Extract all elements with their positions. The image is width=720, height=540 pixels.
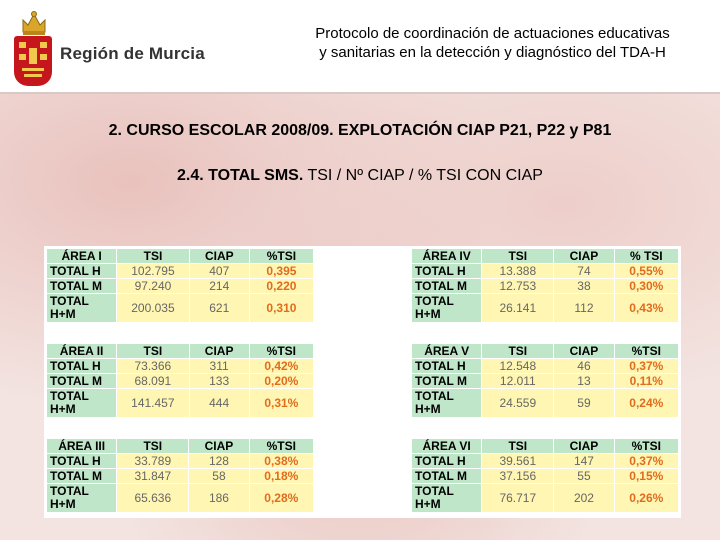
ciap-cell: 55 (554, 469, 614, 484)
title-line-2: y sanitarias en la detección y diagnóstico del TDA-H (319, 44, 666, 61)
tsi-cell: 33.789 (117, 454, 189, 469)
row-label: TOTAL H (47, 359, 117, 374)
pct-cell: 0,11% (614, 374, 678, 389)
logo-text: Región de Murcia (60, 44, 205, 63)
pct-cell: 0,15% (614, 469, 678, 484)
tsi-header: TSI (117, 344, 189, 359)
ciap-cell: 112 (554, 294, 614, 323)
ciap-cell: 311 (189, 359, 249, 374)
pct-header: %TSI (249, 439, 313, 454)
subsection-heading (0, 167, 720, 185)
subsection-text: TSI / Nº CIAP / % TSI CON CIAP (303, 167, 543, 184)
subsection-number: 2.4. TOTAL SMS. (177, 167, 304, 184)
ciap-header: CIAP (554, 344, 614, 359)
tsi-header: TSI (117, 439, 189, 454)
tsi-cell: 39.561 (482, 454, 554, 469)
area-table (46, 343, 314, 418)
area-table (411, 438, 679, 513)
ciap-cell: 38 (554, 279, 614, 294)
row-label: TOTAL H+M (412, 389, 482, 418)
row-label: TOTAL H+M (412, 294, 482, 323)
area-header: ÁREA III (47, 439, 117, 454)
tsi-cell: 12.753 (482, 279, 554, 294)
pct-header: %TSI (614, 344, 678, 359)
table-row (412, 264, 679, 279)
pct-cell: 0,24% (614, 389, 678, 418)
pct-cell: 0,220 (249, 279, 313, 294)
tsi-cell: 68.091 (117, 374, 189, 389)
pct-cell: 0,310 (249, 294, 313, 323)
ciap-header: CIAP (189, 249, 249, 264)
tsi-cell: 65.636 (117, 484, 189, 513)
ciap-cell: 214 (189, 279, 249, 294)
tsi-cell: 12.011 (482, 374, 554, 389)
crown-icon (20, 10, 48, 36)
table-row (47, 389, 314, 418)
pct-cell: 0,30% (614, 279, 678, 294)
ciap-header: CIAP (554, 249, 614, 264)
ciap-cell: 186 (189, 484, 249, 513)
row-label: TOTAL H+M (47, 484, 117, 513)
row-label: TOTAL H+M (47, 294, 117, 323)
area-header: ÁREA II (47, 344, 117, 359)
tsi-cell: 13.388 (482, 264, 554, 279)
tsi-header: TSI (482, 249, 554, 264)
area-table (46, 438, 314, 513)
table-row (412, 454, 679, 469)
tsi-cell: 76.717 (482, 484, 554, 513)
table-row (412, 279, 679, 294)
tsi-cell: 73.366 (117, 359, 189, 374)
pct-cell: 0,37% (614, 454, 678, 469)
ciap-cell: 74 (554, 264, 614, 279)
table-row (47, 279, 314, 294)
pct-header: %TSI (249, 344, 313, 359)
header-bar (0, 0, 720, 94)
table-row (47, 454, 314, 469)
pct-cell: 0,31% (249, 389, 313, 418)
table-row (47, 264, 314, 279)
pct-cell: 0,28% (249, 484, 313, 513)
tsi-cell: 37.156 (482, 469, 554, 484)
pct-cell: 0,37% (614, 359, 678, 374)
pct-cell: 0,43% (614, 294, 678, 323)
row-label: TOTAL H (412, 454, 482, 469)
ciap-cell: 46 (554, 359, 614, 374)
section-heading: 2. CURSO ESCOLAR 2008/09. EXPLOTACIÓN CIAP P21, P22 y P81 (108, 122, 612, 139)
ciap-cell: 621 (189, 294, 249, 323)
pct-cell: 0,38% (249, 454, 313, 469)
shield-icon (14, 36, 52, 86)
table-row (412, 374, 679, 389)
row-label: TOTAL M (47, 469, 117, 484)
tsi-cell: 24.559 (482, 389, 554, 418)
pct-cell: 0,395 (249, 264, 313, 279)
table-row (47, 484, 314, 513)
row-label: TOTAL H (412, 264, 482, 279)
ciap-cell: 444 (189, 389, 249, 418)
pct-header: % TSI (614, 249, 678, 264)
ciap-cell: 58 (189, 469, 249, 484)
tsi-header: TSI (482, 344, 554, 359)
ciap-cell: 59 (554, 389, 614, 418)
table-row (412, 484, 679, 513)
row-label: TOTAL H+M (412, 484, 482, 513)
tsi-header: TSI (117, 249, 189, 264)
pct-cell: 0,26% (614, 484, 678, 513)
row-label: TOTAL H (47, 264, 117, 279)
pct-cell: 0,42% (249, 359, 313, 374)
ciap-cell: 13 (554, 374, 614, 389)
area-header: ÁREA IV (412, 249, 482, 264)
table-row (47, 374, 314, 389)
area-header: ÁREA V (412, 344, 482, 359)
row-label: TOTAL H+M (47, 389, 117, 418)
tsi-cell: 102.795 (117, 264, 189, 279)
pct-cell: 0,18% (249, 469, 313, 484)
area-table (46, 248, 314, 323)
area-header: ÁREA I (47, 249, 117, 264)
pct-cell: 0,20% (249, 374, 313, 389)
table-row (47, 469, 314, 484)
row-label: TOTAL H (412, 359, 482, 374)
ciap-cell: 202 (554, 484, 614, 513)
tsi-cell: 12.548 (482, 359, 554, 374)
row-label: TOTAL M (412, 374, 482, 389)
ciap-header: CIAP (189, 344, 249, 359)
area-table (411, 343, 679, 418)
table-row (47, 294, 314, 323)
area-header: ÁREA VI (412, 439, 482, 454)
region-logo (8, 6, 208, 86)
title-line-1: Protocolo de coordinación de actuaciones educativas (315, 25, 670, 42)
ciap-cell: 147 (554, 454, 614, 469)
tsi-cell: 141.457 (117, 389, 189, 418)
row-label: TOTAL M (47, 374, 117, 389)
row-label: TOTAL M (412, 279, 482, 294)
pct-header: %TSI (249, 249, 313, 264)
row-label: TOTAL H (47, 454, 117, 469)
tsi-cell: 200.035 (117, 294, 189, 323)
table-row (412, 359, 679, 374)
ciap-cell: 128 (189, 454, 249, 469)
page-title (280, 24, 705, 62)
tsi-cell: 31.847 (117, 469, 189, 484)
table-row (412, 469, 679, 484)
area-table (411, 248, 679, 323)
tsi-cell: 26.141 (482, 294, 554, 323)
table-row (47, 359, 314, 374)
pct-header: %TSI (614, 439, 678, 454)
ciap-cell: 133 (189, 374, 249, 389)
ciap-header: CIAP (554, 439, 614, 454)
tsi-cell: 97.240 (117, 279, 189, 294)
table-row (412, 294, 679, 323)
table-row (412, 389, 679, 418)
row-label: TOTAL M (47, 279, 117, 294)
ciap-header: CIAP (189, 439, 249, 454)
pct-cell: 0,55% (614, 264, 678, 279)
ciap-cell: 407 (189, 264, 249, 279)
row-label: TOTAL M (412, 469, 482, 484)
tsi-header: TSI (482, 439, 554, 454)
